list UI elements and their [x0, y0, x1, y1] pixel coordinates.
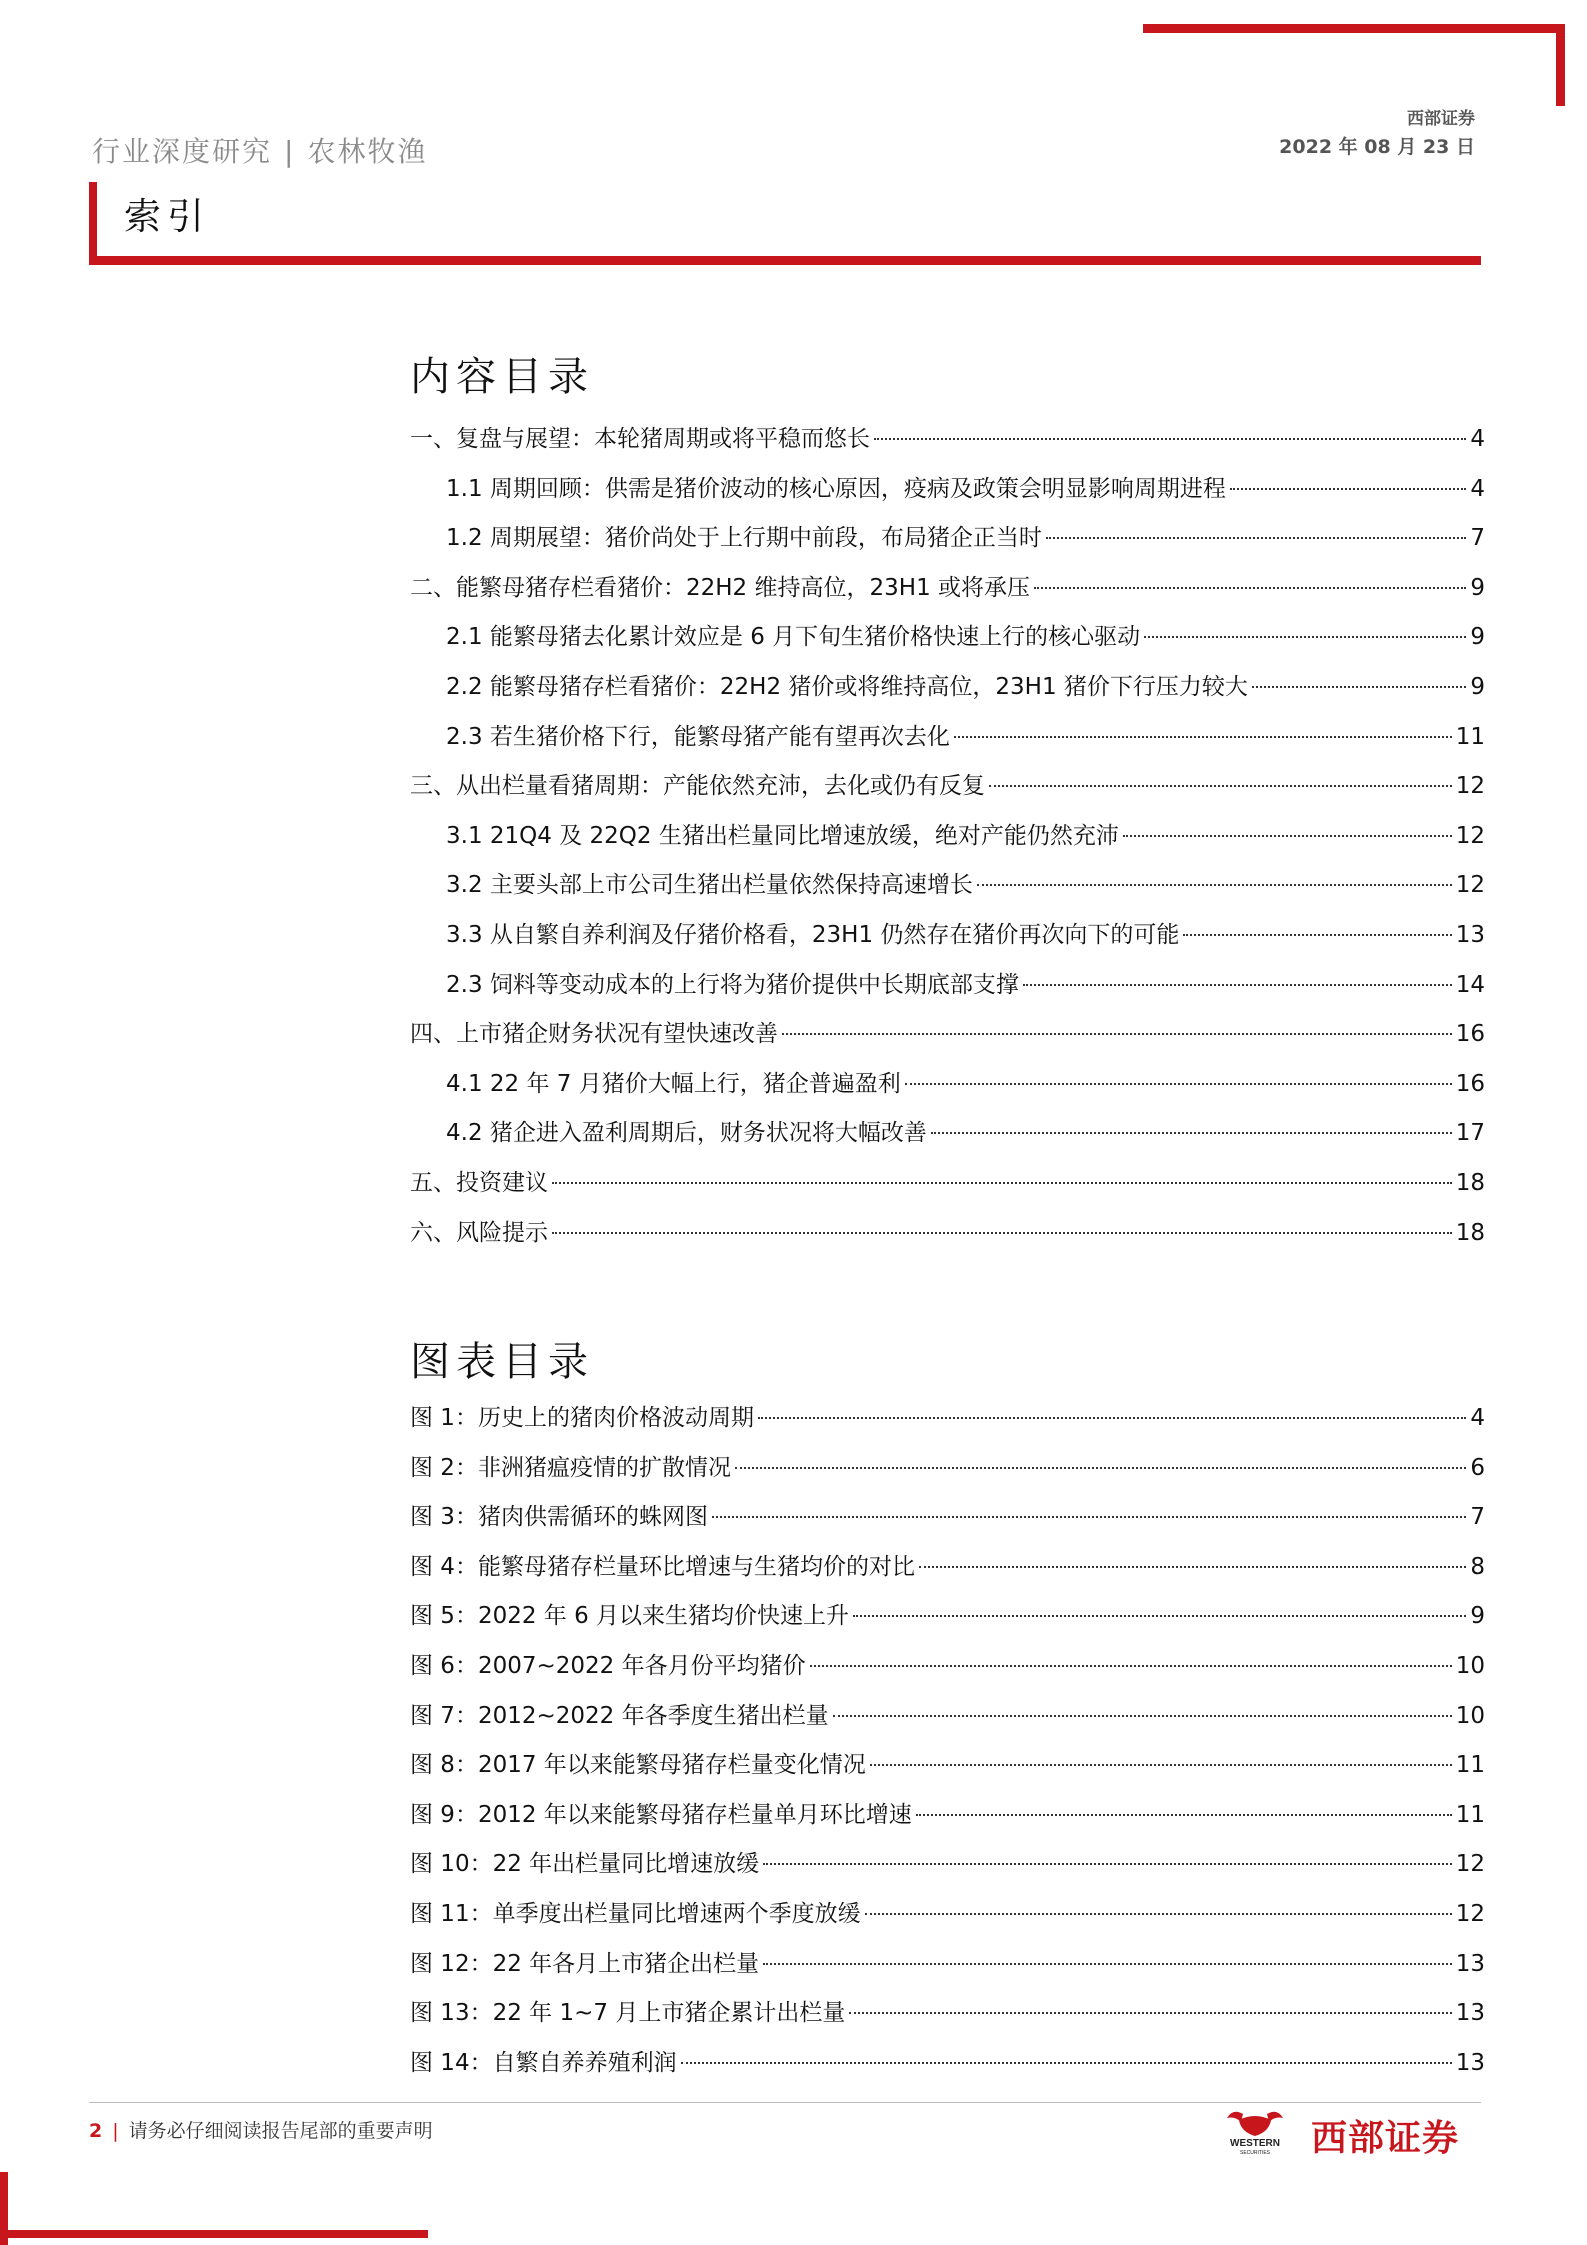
toc-entry[interactable] [410, 1164, 1485, 1214]
toc-entry[interactable] [410, 767, 1485, 817]
figure-entry-page: 8 [1470, 1553, 1485, 1580]
toc-entry-page: 18 [1455, 1169, 1485, 1196]
toc-entry[interactable] [410, 569, 1485, 619]
dot-leader [931, 1132, 1452, 1134]
toc-entry-page: 9 [1470, 624, 1485, 651]
figure-entry-text: 图 3：猪肉供需循环的蛛网图 [410, 1504, 708, 1531]
figure-entry-page: 9 [1470, 1603, 1485, 1630]
figure-entry-text: 图 10：22 年出栏量同比增速放缓 [410, 1851, 760, 1878]
dot-leader [977, 884, 1452, 886]
figure-list [410, 1399, 1485, 2093]
dot-leader [782, 1033, 1452, 1035]
header-separator: | [284, 135, 296, 168]
toc-entry-text: 一、复盘与展望：本轮猪周期或将平稳而悠长 [410, 426, 870, 452]
dot-leader [810, 1665, 1452, 1667]
figure-entry[interactable] [410, 1796, 1485, 1846]
firm-name: 西部证券 [1407, 109, 1475, 129]
toc-entry-page: 12 [1455, 822, 1485, 849]
dot-leader [865, 1913, 1452, 1915]
figure-entry[interactable] [410, 1548, 1485, 1598]
figure-entry[interactable] [410, 1399, 1485, 1449]
figure-entry-text: 图 7：2012~2022 年各季度生猪出栏量 [410, 1702, 829, 1729]
logo-english-name: WESTERN [1230, 2138, 1280, 2149]
toc-entry[interactable] [410, 519, 1485, 569]
figure-entry-page: 10 [1455, 1652, 1485, 1679]
dot-leader [763, 1963, 1452, 1965]
dot-leader [1034, 587, 1466, 589]
figure-entry[interactable] [410, 1449, 1485, 1499]
toc-entry[interactable] [410, 1214, 1485, 1264]
toc-entry-page: 11 [1455, 723, 1485, 750]
toc-entry-page: 12 [1455, 872, 1485, 899]
figure-entry-text: 图 12：22 年各月上市猪企出栏量 [410, 1950, 760, 1977]
figure-entry[interactable] [410, 1845, 1485, 1895]
toc-entry-text: 2.2 能繁母猪存栏看猪价：22H2 猪价或将维持高位，23H1 猪价下行压力较大 [446, 673, 1248, 700]
figure-entry[interactable] [410, 1945, 1485, 1995]
report-date: 2022 年 08 月 23 日 [1279, 136, 1475, 158]
toc-entry[interactable] [410, 420, 1485, 470]
figure-entry[interactable] [410, 2044, 1485, 2094]
toc-entry-text: 3.1 21Q4 及 22Q2 生猪出栏量同比增速放缓，绝对产能仍然充沛 [446, 822, 1119, 849]
figure-entry-page: 13 [1455, 2000, 1485, 2027]
footer-separator: | [112, 2120, 119, 2142]
dot-leader [916, 1814, 1452, 1816]
toc-entry-text: 二、能繁母猪存栏看猪价：22H2 维持高位，23H1 或将承压 [410, 574, 1031, 601]
report-category [92, 130, 427, 170]
figure-entry-text: 图 13：22 年 1~7 月上市猪企累计出栏量 [410, 2000, 846, 2027]
figure-list-title: 图表目录 [410, 1339, 594, 1385]
figure-entry-page: 4 [1470, 1405, 1485, 1431]
dot-leader [1023, 984, 1452, 986]
toc-entry-page: 14 [1455, 971, 1485, 998]
toc-entry-page: 16 [1455, 1021, 1485, 1048]
figure-entry-text: 图 1：历史上的猪肉价格波动周期 [410, 1405, 754, 1431]
figure-entry-text: 图 2：非洲猪瘟疫情的扩散情况 [410, 1454, 731, 1481]
toc-entry-page: 9 [1470, 673, 1485, 700]
toc-entry-text: 3.3 从自繁自养利润及仔猪价格看，23H1 仍然存在猪价再次向下的可能 [446, 921, 1180, 948]
toc-entry[interactable] [410, 718, 1485, 768]
dot-leader [1123, 835, 1452, 837]
dot-leader [758, 1417, 1466, 1419]
figure-entry[interactable] [410, 1994, 1485, 2044]
figure-entry-page: 13 [1455, 1950, 1485, 1977]
logo-english-subtitle: SECURITIES [1239, 2150, 1271, 2156]
toc-entry-text: 2.1 能繁母猪去化累计效应是 6 月下旬生猪价格快速上行的核心驱动 [446, 624, 1141, 651]
toc-entry-page: 7 [1470, 525, 1485, 552]
toc-entry[interactable] [410, 817, 1485, 867]
figure-entry-text: 图 14：自繁自养养殖利润 [410, 2049, 677, 2076]
toc-entry-text: 1.2 周期展望：猪价尚处于上行期中前段，布局猪企正当时 [446, 525, 1042, 552]
toc-entry[interactable] [410, 866, 1485, 916]
dot-leader [833, 1715, 1452, 1717]
figure-entry-text: 图 8：2017 年以来能繁母猪存栏量变化情况 [410, 1752, 866, 1779]
toc-entry[interactable] [410, 1015, 1485, 1065]
toc-entry-text: 3.2 主要头部上市公司生猪出栏量依然保持高速增长 [446, 872, 973, 899]
dot-leader [681, 2062, 1452, 2064]
figure-entry-page: 7 [1470, 1504, 1485, 1531]
toc-entry-text: 四、上市猪企财务状况有望快速改善 [410, 1021, 778, 1048]
toc-entry-page: 4 [1470, 426, 1485, 452]
company-logo [1205, 2108, 1485, 2159]
toc-entry[interactable] [410, 470, 1485, 520]
section-title: 索引 [124, 195, 210, 238]
dot-leader [1252, 686, 1466, 688]
dot-leader [1046, 537, 1466, 539]
figure-entry-page: 6 [1470, 1454, 1485, 1481]
toc-entry[interactable] [410, 1114, 1485, 1164]
dot-leader [1230, 488, 1466, 490]
dot-leader [552, 1232, 1452, 1234]
toc-title: 内容目录 [410, 354, 594, 400]
footer-divider [89, 2102, 1481, 2103]
report-sector: 农林牧渔 [307, 135, 428, 168]
dot-leader [874, 438, 1466, 440]
figure-entry-text: 图 9：2012 年以来能繁母猪存栏量单月环比增速 [410, 1801, 912, 1828]
corner-decoration-top-horizontal [1143, 24, 1565, 33]
figure-entry[interactable] [410, 1597, 1485, 1647]
figure-entry-page: 11 [1455, 1801, 1485, 1828]
dot-leader [1183, 934, 1451, 936]
toc-entry-page: 4 [1470, 475, 1485, 502]
dot-leader [905, 1083, 1452, 1085]
dot-leader [919, 1566, 1466, 1568]
toc-list [410, 420, 1485, 1263]
dot-leader [870, 1764, 1452, 1766]
toc-entry-page: 12 [1455, 773, 1485, 800]
figure-entry-text: 图 6：2007~2022 年各月份平均猪价 [410, 1652, 806, 1679]
figure-entry-page: 12 [1455, 1900, 1485, 1927]
dot-leader [989, 785, 1452, 787]
figure-entry[interactable] [410, 1697, 1485, 1747]
toc-entry-text: 1.1 周期回顾：供需是猪价波动的核心原因，疫病及政策会明显影响周期进程 [446, 475, 1226, 502]
section-divider [89, 256, 1481, 265]
figure-entry-page: 11 [1455, 1752, 1485, 1779]
toc-entry[interactable] [410, 618, 1485, 668]
toc-entry[interactable] [410, 668, 1485, 718]
toc-entry[interactable] [410, 916, 1485, 966]
figure-entry-page: 13 [1455, 2049, 1485, 2076]
dot-leader [1144, 636, 1466, 638]
figure-entry-text: 图 5：2022 年 6 月以来生猪均价快速上升 [410, 1603, 850, 1630]
figure-entry[interactable] [410, 1498, 1485, 1548]
toc-entry-text: 4.1 22 年 7 月猪价大幅上行，猪企普遍盈利 [446, 1070, 901, 1097]
figure-entry[interactable] [410, 1746, 1485, 1796]
toc-entry-page: 18 [1455, 1219, 1485, 1246]
dot-leader [735, 1467, 1466, 1469]
figure-entry-text: 图 4：能繁母猪存栏量环比增速与生猪均价的对比 [410, 1553, 915, 1580]
toc-entry-page: 9 [1470, 574, 1485, 601]
footer-notice [89, 2116, 433, 2143]
logo-chinese-name: 西部证券 [1311, 2118, 1460, 2159]
dot-leader [763, 1863, 1452, 1865]
toc-entry-text: 六、风险提示 [410, 1219, 548, 1246]
toc-entry[interactable] [410, 1065, 1485, 1115]
toc-entry-page: 17 [1455, 1120, 1485, 1147]
figure-entry-page: 10 [1455, 1702, 1485, 1729]
toc-entry-text: 4.2 猪企进入盈利周期后，财务状况将大幅改善 [446, 1120, 927, 1147]
disclaimer-text: 请务必仔细阅读报告尾部的重要声明 [128, 2120, 433, 2142]
dot-leader [712, 1516, 1466, 1518]
dot-leader [552, 1182, 1452, 1184]
figure-entry-text: 图 11：单季度出栏量同比增速两个季度放缓 [410, 1900, 861, 1927]
section-accent-bar [89, 182, 97, 262]
corner-decoration-bottom-horizontal [0, 2230, 428, 2238]
toc-entry-page: 16 [1455, 1070, 1485, 1097]
toc-entry-text: 五、投资建议 [410, 1169, 548, 1196]
figure-entry-page: 12 [1455, 1851, 1485, 1878]
figure-entry[interactable] [410, 1647, 1485, 1697]
toc-entry-text: 三、从出栏量看猪周期：产能依然充沛，去化或仍有反复 [410, 773, 985, 800]
dot-leader [954, 736, 1452, 738]
dot-leader [849, 2012, 1451, 2014]
toc-entry-text: 2.3 若生猪价格下行，能繁母猪产能有望再次去化 [446, 723, 950, 750]
bull-logo-icon [1205, 2108, 1305, 2156]
dot-leader [853, 1615, 1466, 1617]
toc-entry-text: 2.3 饲料等变动成本的上行将为猪价提供中长期底部支撑 [446, 971, 1019, 998]
page-number: 2 [89, 2120, 103, 2142]
figure-entry[interactable] [410, 1895, 1485, 1945]
corner-decoration-top-vertical [1556, 24, 1565, 106]
toc-entry[interactable] [410, 966, 1485, 1016]
report-type: 行业深度研究 [92, 135, 273, 168]
toc-entry-page: 13 [1455, 921, 1485, 948]
